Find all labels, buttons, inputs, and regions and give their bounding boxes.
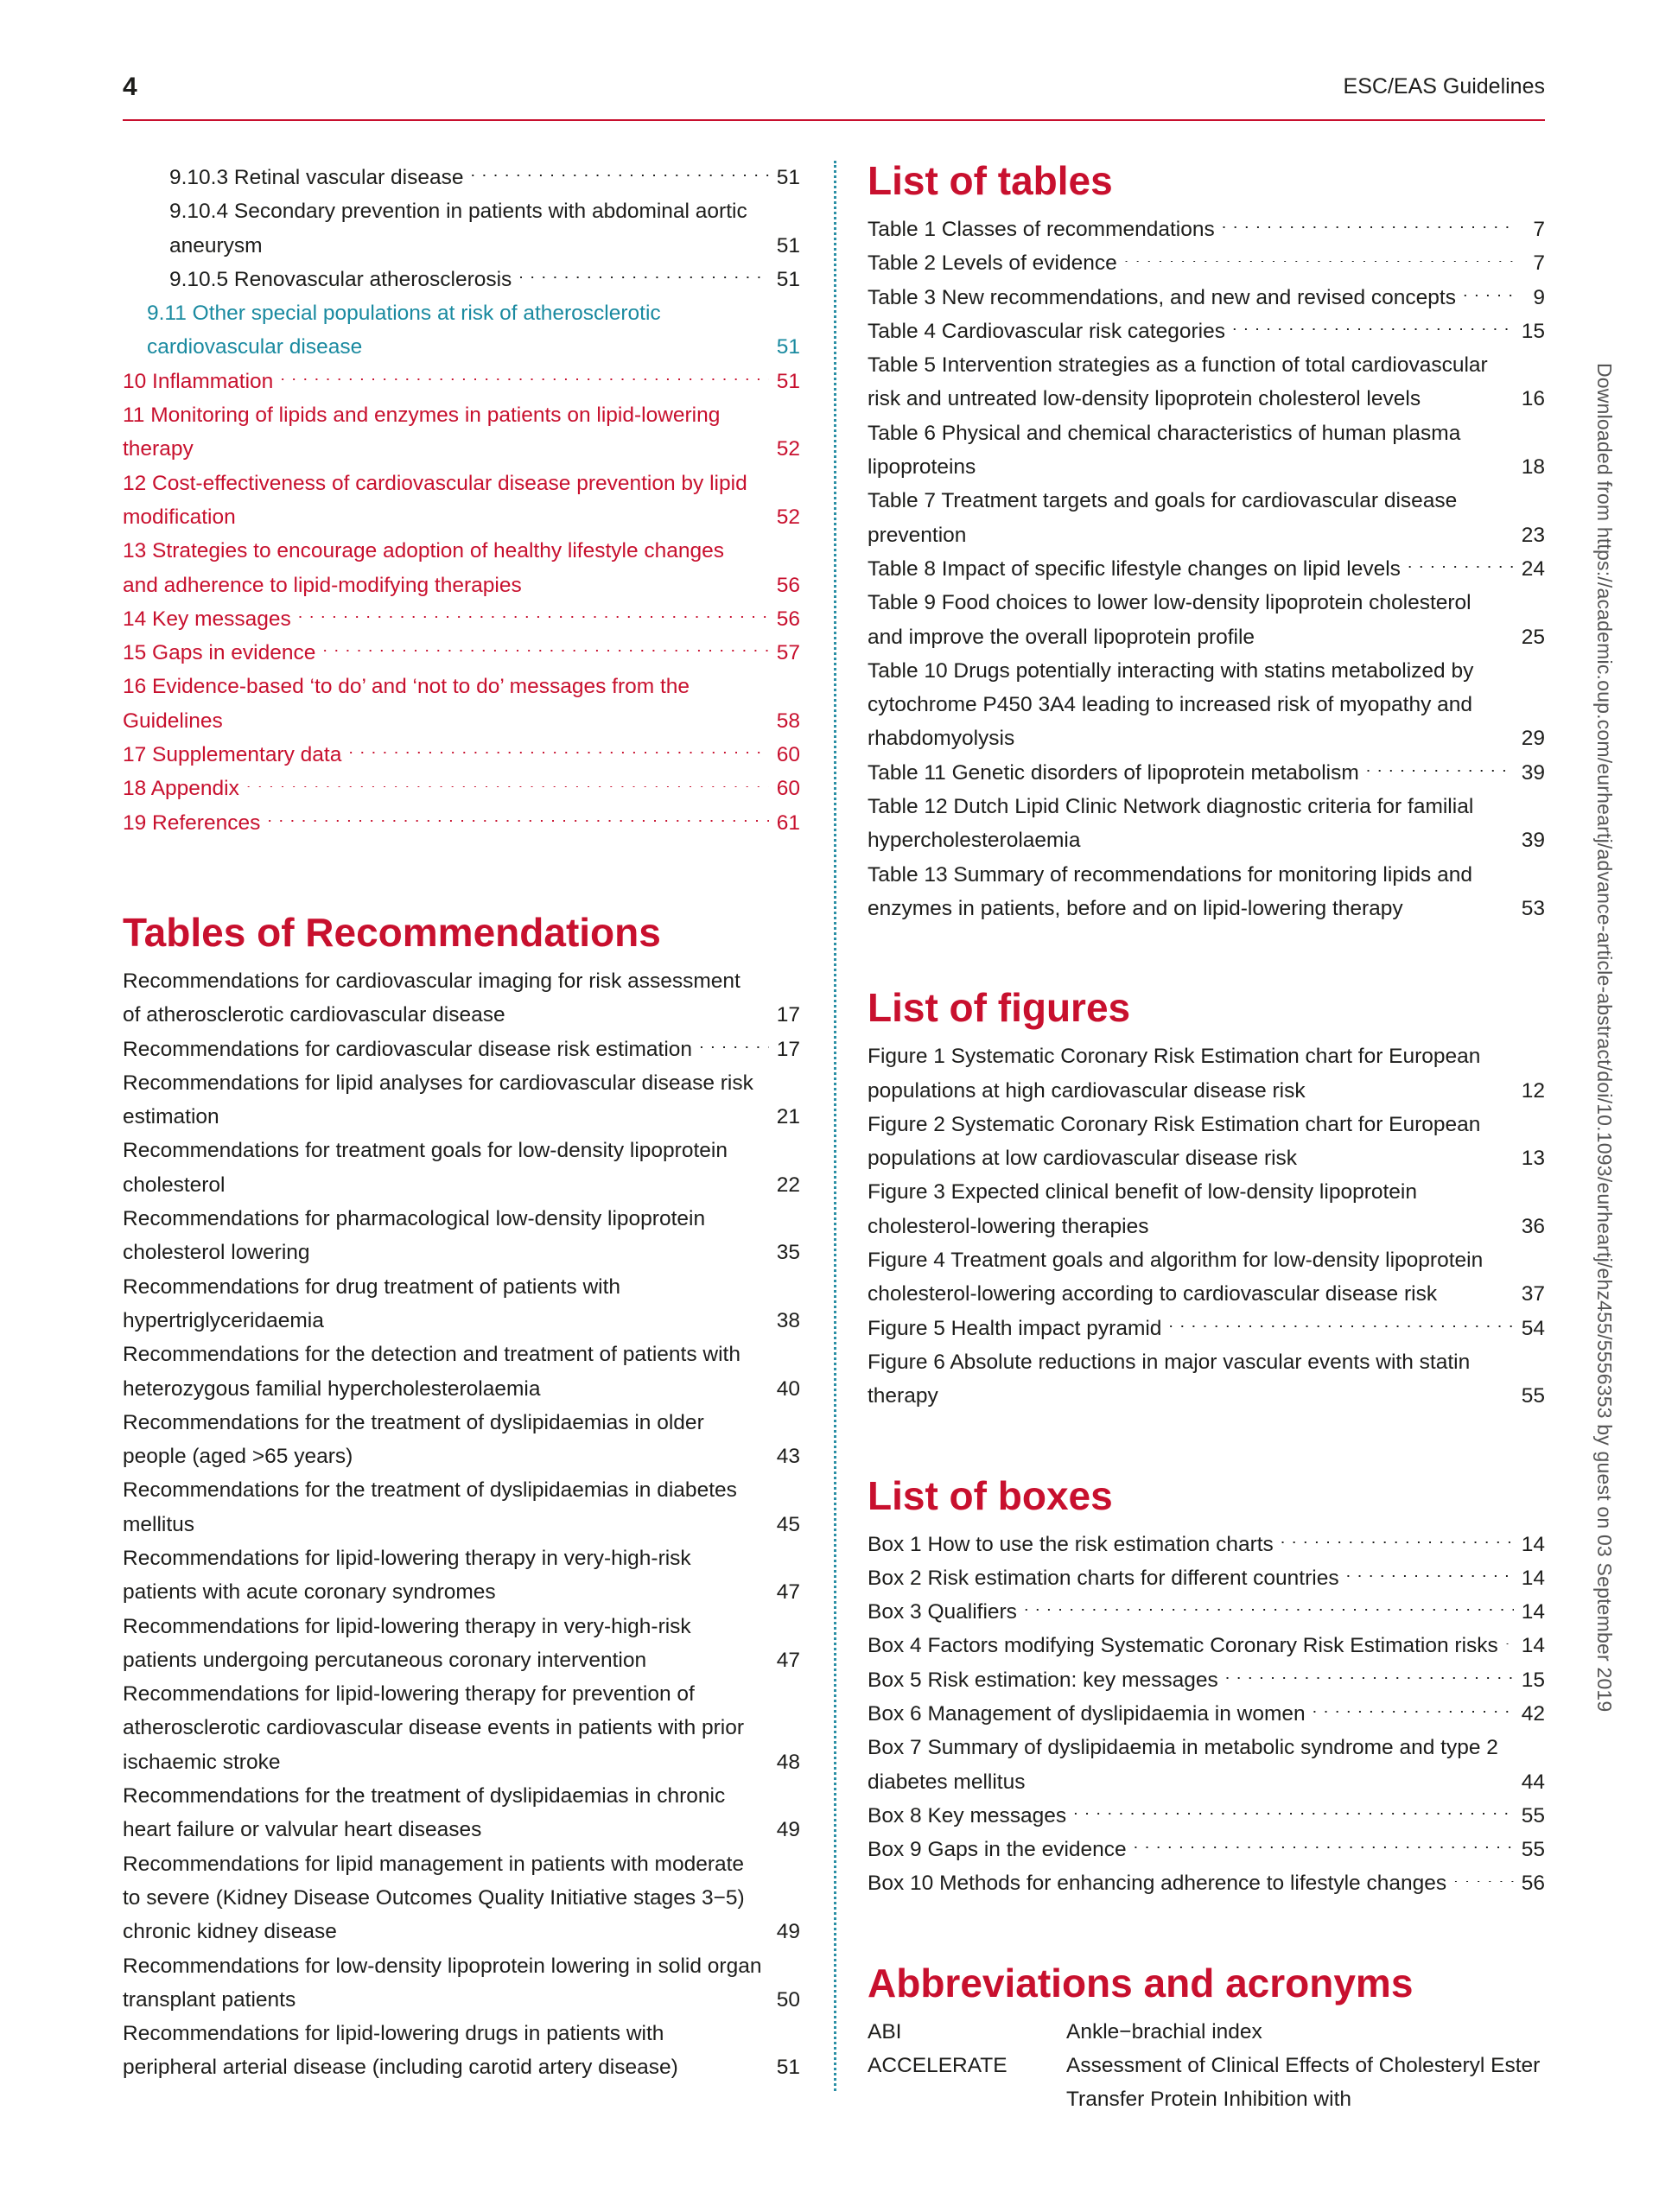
- box-entry[interactable]: [868, 1561, 1545, 1595]
- leader-dots: [1225, 1677, 1514, 1688]
- toc-entry-title: 11 Monitoring of lipids and enzymes in patients on lipid-lowering therapy: [123, 404, 721, 461]
- box-entry[interactable]: [868, 1866, 1545, 1900]
- recommendations-heading: Tables of Recommendations: [123, 909, 661, 955]
- table-entry-title: Table 5 Intervention strategies as a function of total cardiovascular risk and untreated low-density lipoprotein cholesterol levels: [868, 353, 1488, 411]
- leader-dots: [348, 752, 769, 762]
- toc-entry-title: 9.10.5 Renovascular atherosclerosis: [169, 267, 512, 291]
- abbreviations-heading: Abbreviations and acronyms: [868, 1960, 1414, 2005]
- toc-entry-title: 13 Strategies to encourage adoption of healthy lifestyle changes and adherence to lipid-modifying therapies: [123, 539, 725, 597]
- table-entry[interactable]: [868, 756, 1545, 790]
- recommendation-entry[interactable]: [123, 1202, 800, 1270]
- recommendation-entry[interactable]: [123, 1406, 800, 1474]
- box-entry-title: Box 1 How to use the risk estimation charts: [868, 1532, 1274, 1556]
- box-entry-page: 14: [1521, 1532, 1545, 1556]
- toc-entry-page: 51: [776, 233, 800, 257]
- leader-dots: [1453, 1881, 1514, 1891]
- figure-entry[interactable]: [868, 1312, 1545, 1345]
- leader-dots: [1134, 1847, 1514, 1857]
- recommendation-entry-title: Recommendations for cardiovascular imaging for risk assessment of atherosclerotic cardiovascular disease: [123, 969, 741, 1027]
- recommendation-entry[interactable]: [123, 2017, 800, 2085]
- table-entry-page: 7: [1533, 218, 1545, 241]
- table-entry-title: Table 1 Classes of recommendations: [868, 218, 1215, 241]
- leader-dots: [322, 650, 769, 660]
- figure-entry[interactable]: [868, 1108, 1545, 1176]
- figure-entry-page: 54: [1521, 1316, 1545, 1340]
- tables-heading: List of tables: [868, 158, 1113, 203]
- leader-dots: [1313, 1711, 1514, 1721]
- toc-entry-title: 15 Gaps in evidence: [123, 641, 316, 665]
- recommendation-entry[interactable]: [123, 1779, 800, 1847]
- recommendation-entry[interactable]: [123, 964, 800, 1033]
- toc-entry[interactable]: [123, 772, 800, 805]
- recommendation-entry-title: Recommendations for the treatment of dyslipidaemias in diabetes mellitus: [123, 1478, 737, 1536]
- leader-dots: [1408, 566, 1514, 576]
- leader-dots: [1281, 1541, 1514, 1552]
- figure-entry-title: Figure 6 Absolute reductions in major vascular events with statin therapy: [868, 1350, 1471, 1408]
- toc-entry[interactable]: [123, 602, 800, 636]
- recommendation-entry[interactable]: [123, 1610, 800, 1678]
- table-entry-title: Table 6 Physical and chemical characteristics of human plasma lipoproteins: [868, 421, 1461, 480]
- box-entry[interactable]: [868, 1629, 1545, 1662]
- recommendation-entry[interactable]: [123, 1677, 800, 1779]
- box-entry-title: Box 7 Summary of dyslipidaemia in metabolic syndrome and type 2 diabetes mellitus: [868, 1736, 1498, 1794]
- figure-entry-title: Figure 4 Treatment goals and algorithm for low-density lipoprotein cholesterol-lowering according to cardiovascular disease risk: [868, 1249, 1484, 1306]
- recommendation-entry-page: 40: [776, 1376, 800, 1401]
- toc-entry[interactable]: [123, 534, 800, 602]
- leader-dots: [267, 820, 769, 830]
- figure-entry-title: Figure 2 Systematic Coronary Risk Estimation chart for European populations at low cardiovascular disease risk: [868, 1112, 1481, 1171]
- leader-dots: [1463, 295, 1514, 305]
- toc-entry-title: 18 Appendix: [123, 777, 239, 801]
- toc-entry-title: 9.10.3 Retinal vascular disease: [169, 166, 464, 189]
- recommendation-entry-title: Recommendations for the treatment of dyslipidaemias in chronic heart failure or valvular heart diseases: [123, 1784, 726, 1842]
- box-entry-page: 55: [1521, 1803, 1545, 1827]
- recommendation-entry[interactable]: [123, 1270, 800, 1338]
- abbreviation-row: [868, 2015, 1545, 2049]
- leader-dots: [280, 378, 769, 389]
- toc-entry-page: 51: [776, 369, 800, 393]
- column-divider: [834, 161, 836, 2091]
- running-title: ESC/EAS Guidelines: [1343, 74, 1545, 99]
- toc-entry-title: 16 Evidence-based ‘to do’ and ‘not to do’ messages from the Guidelines: [123, 675, 690, 733]
- table-entry-title: Table 7 Treatment targets and goals for cardiovascular disease prevention: [868, 489, 1458, 547]
- leader-dots: [246, 786, 769, 797]
- toc-entry-page: 57: [776, 641, 800, 665]
- box-entry-title: Box 8 Key messages: [868, 1803, 1067, 1827]
- toc-entry[interactable]: [123, 365, 800, 398]
- box-entry-title: Box 5 Risk estimation: key messages: [868, 1668, 1218, 1692]
- abbreviation-row: [868, 2049, 1545, 2117]
- figure-entry[interactable]: [868, 1039, 1545, 1108]
- leader-dots: [1124, 261, 1514, 271]
- recommendation-entry[interactable]: [123, 1066, 800, 1135]
- recommendation-entry-page: 43: [776, 1445, 800, 1469]
- table-entry-title: Table 2 Levels of evidence: [868, 251, 1117, 276]
- recommendation-entry-page: 45: [776, 1512, 800, 1536]
- box-entry-page: 14: [1521, 1566, 1545, 1590]
- table-entry-page: 25: [1521, 625, 1545, 649]
- box-entry[interactable]: [868, 1595, 1545, 1629]
- toc-entry[interactable]: [123, 670, 800, 738]
- toc-entry[interactable]: [123, 806, 800, 840]
- box-entry-title: Box 6 Management of dyslipidaemia in women: [868, 1701, 1306, 1726]
- figure-entry-page: 13: [1521, 1147, 1545, 1171]
- leader-dots: [470, 175, 769, 185]
- toc-entry[interactable]: [123, 263, 800, 296]
- box-entry[interactable]: [868, 1663, 1545, 1697]
- left-column: [123, 161, 800, 2085]
- tables-list: [868, 213, 1545, 925]
- figure-entry-page: 37: [1521, 1282, 1545, 1306]
- figure-entry-title: Figure 1 Systematic Coronary Risk Estimation chart for European populations at high cardiovascular disease risk: [868, 1045, 1481, 1103]
- box-entry-title: Box 4 Factors modifying Systematic Coronary Risk Estimation risks: [868, 1634, 1498, 1658]
- figure-entry-title: Figure 5 Health impact pyramid: [868, 1316, 1162, 1340]
- toc-entry-title: 9.10.4 Secondary prevention in patients with abdominal aortic aneurysm: [169, 200, 747, 257]
- figure-entry-page: 36: [1521, 1214, 1545, 1238]
- figure-entry-page: 12: [1521, 1078, 1545, 1103]
- toc-entry-page: 61: [776, 810, 800, 835]
- leader-dots: [1073, 1813, 1514, 1823]
- figure-entry-title: Figure 3 Expected clinical benefit of low-density lipoprotein cholesterol-lowering therapies: [868, 1180, 1417, 1238]
- toc-entry[interactable]: [123, 161, 800, 194]
- toc-entry-title: 19 References: [123, 810, 261, 835]
- leader-dots: [298, 616, 769, 626]
- recommendation-entry[interactable]: [123, 1949, 800, 2018]
- recommendation-entry-title: Recommendations for lipid-lowering therapy for prevention of atherosclerotic cardiovascular disease events in patients with prior ischaemic stroke: [123, 1682, 745, 1774]
- abbreviations-list: [868, 2015, 1545, 2117]
- recommendation-entry-page: 47: [776, 1648, 800, 1672]
- recommendations-list: [123, 964, 800, 2085]
- recommendation-entry[interactable]: [123, 1847, 800, 1949]
- boxes-list: [868, 1528, 1545, 1901]
- leader-dots: [1024, 1609, 1514, 1619]
- toc-entry-title: 17 Supplementary data: [123, 743, 342, 767]
- box-entry[interactable]: [868, 1799, 1545, 1833]
- leader-dots: [1366, 770, 1514, 780]
- table-entry-page: 53: [1521, 896, 1545, 920]
- recommendation-entry[interactable]: [123, 1134, 800, 1202]
- recommendation-entry-page: 38: [776, 1308, 800, 1332]
- table-entry[interactable]: [868, 484, 1545, 552]
- table-entry-title: Table 4 Cardiovascular risk categories: [868, 319, 1225, 343]
- recommendation-entry[interactable]: [123, 1541, 800, 1610]
- right-column: [868, 158, 1545, 2117]
- table-entry[interactable]: [868, 790, 1545, 858]
- figure-entry[interactable]: [868, 1243, 1545, 1312]
- recommendation-entry-page: 17: [776, 1037, 800, 1061]
- recommendation-entry-title: Recommendations for low-density lipoprotein lowering in solid organ transplant patients: [123, 1954, 762, 2012]
- recommendation-entry-page: 50: [776, 1987, 800, 2012]
- table-entry-page: 24: [1521, 556, 1545, 581]
- leader-dots: [1505, 1643, 1514, 1654]
- box-entry-title: Box 2 Risk estimation charts for different countries: [868, 1566, 1339, 1590]
- recommendation-entry-title: Recommendations for the treatment of dyslipidaemias in older people (aged >65 years): [123, 1410, 704, 1469]
- recommendation-entry-title: Recommendations for the detection and treatment of patients with heterozygous familial hypercholesterolaemia: [123, 1343, 741, 1401]
- abbreviation-term: ABI: [868, 2019, 902, 2044]
- box-entry[interactable]: [868, 1528, 1545, 1561]
- table-entry[interactable]: [868, 315, 1545, 348]
- abbreviation-meaning: Ankle−brachial index: [1066, 2019, 1262, 2044]
- recommendation-entry-page: 49: [776, 1818, 800, 1842]
- toc-entry-title: 14 Key messages: [123, 607, 291, 631]
- table-entry-title: Table 12 Dutch Lipid Clinic Network diagnostic criteria for familial hypercholesterolaemia: [868, 795, 1474, 853]
- recommendation-entry-page: 47: [776, 1580, 800, 1605]
- table-entry[interactable]: [868, 213, 1545, 246]
- recommendation-entry-page: 49: [776, 1920, 800, 1944]
- recommendation-entry-page: 21: [776, 1105, 800, 1129]
- toc-entry[interactable]: [123, 296, 800, 365]
- box-entry-title: Box 3 Qualifiers: [868, 1600, 1017, 1624]
- table-entry-title: Table 9 Food choices to lower low-density lipoprotein cholesterol and improve the overall lipoprotein profile: [868, 591, 1471, 649]
- toc-entry[interactable]: [123, 636, 800, 670]
- recommendation-entry-title: Recommendations for pharmacological low-density lipoprotein cholesterol lowering: [123, 1207, 706, 1265]
- toc-entry-page: 56: [776, 573, 800, 597]
- toc-entry-title: 10 Inflammation: [123, 369, 274, 393]
- recommendation-entry-title: Recommendations for lipid-lowering drugs in patients with peripheral arterial disease (including carotid artery disease): [123, 2022, 678, 2080]
- box-entry[interactable]: [868, 1833, 1545, 1866]
- toc-entry-page: 60: [776, 743, 800, 767]
- toc-entry-title: 9.11 Other special populations at risk of atherosclerotic cardiovascular disease: [147, 302, 661, 359]
- page-header: [123, 69, 1545, 121]
- table-entry[interactable]: [868, 586, 1545, 654]
- table-entry-page: 18: [1521, 455, 1545, 480]
- abbreviation-term: ACCELERATE: [868, 2054, 1007, 2078]
- box-entry-page: 42: [1521, 1701, 1545, 1726]
- box-entry-page: 14: [1521, 1600, 1545, 1624]
- box-entry-title: Box 9 Gaps in the evidence: [868, 1838, 1127, 1862]
- table-entry-page: 39: [1521, 760, 1545, 785]
- leader-dots: [1222, 226, 1514, 237]
- toc-entry-page: 58: [776, 709, 800, 733]
- recommendation-entry[interactable]: [123, 1033, 800, 1066]
- boxes-heading: List of boxes: [868, 1472, 1113, 1518]
- figures-list: [868, 1039, 1545, 1413]
- table-entry-page: 23: [1521, 523, 1545, 547]
- toc-entry-title: 12 Cost-effectiveness of cardiovascular disease prevention by lipid modification: [123, 471, 747, 529]
- figure-entry-page: 55: [1521, 1384, 1545, 1408]
- toc-entry-page: 56: [776, 607, 800, 631]
- toc-entry[interactable]: [123, 467, 800, 535]
- table-entry[interactable]: [868, 858, 1545, 926]
- table-entry-title: Table 8 Impact of specific lifestyle changes on lipid levels: [868, 556, 1401, 581]
- recommendation-entry-title: Recommendations for treatment goals for low-density lipoprotein cholesterol: [123, 1139, 728, 1197]
- table-entry[interactable]: [868, 348, 1545, 416]
- recommendation-entry-title: Recommendations for drug treatment of patients with hypertriglyceridaemia: [123, 1274, 621, 1332]
- recommendation-entry[interactable]: [123, 1338, 800, 1406]
- table-entry-page: 7: [1533, 251, 1545, 276]
- figures-heading: List of figures: [868, 985, 1131, 1031]
- box-entry-page: 56: [1521, 1872, 1545, 1896]
- figure-entry[interactable]: [868, 1175, 1545, 1243]
- recommendation-entry-page: 17: [776, 1003, 800, 1027]
- box-entry[interactable]: [868, 1731, 1545, 1799]
- recommendation-entry-page: 48: [776, 1750, 800, 1774]
- recommendation-entry-title: Recommendations for lipid-lowering therapy in very-high-risk patients with acute coronary syndromes: [123, 1546, 691, 1605]
- toc-entry-page: 60: [776, 777, 800, 801]
- toc-entry-page: 51: [776, 267, 800, 291]
- table-entry[interactable]: [868, 281, 1545, 315]
- recommendation-entry-page: 22: [776, 1173, 800, 1197]
- box-entry-page: 55: [1521, 1838, 1545, 1862]
- table-entry[interactable]: [868, 246, 1545, 280]
- leader-dots: [518, 276, 769, 287]
- recommendation-entry-title: Recommendations for lipid-lowering therapy in very-high-risk patients undergoing percutaneous coronary intervention: [123, 1614, 691, 1672]
- table-entry-page: 9: [1533, 285, 1545, 309]
- table-entry[interactable]: [868, 552, 1545, 586]
- table-entry-page: 39: [1521, 829, 1545, 853]
- table-entry-page: 16: [1521, 387, 1545, 411]
- table-entry-title: Table 13 Summary of recommendations for monitoring lipids and enzymes in patients, before and on lipid-lowering therapy: [868, 862, 1472, 920]
- table-entry[interactable]: [868, 654, 1545, 756]
- box-entry-title: Box 10 Methods for enhancing adherence to lifestyle changes: [868, 1872, 1447, 1896]
- toc-entry-page: 51: [776, 335, 800, 359]
- recommendation-entry[interactable]: [123, 1473, 800, 1541]
- page-number: 4: [123, 73, 137, 101]
- figure-entry[interactable]: [868, 1345, 1545, 1414]
- box-entry[interactable]: [868, 1697, 1545, 1731]
- leader-dots: [699, 1046, 769, 1057]
- recommendation-entry-title: Recommendations for lipid management in patients with moderate to severe (Kidney Disease Outcomes Quality Initiative stages 3−5) chronic kidney disease: [123, 1852, 745, 1944]
- abbreviation-meaning: Assessment of Clinical Effects of Cholesteryl Ester Transfer Protein Inhibition with: [1066, 2054, 1541, 2112]
- toc-entry-page: 51: [776, 166, 800, 189]
- toc-entry[interactable]: [123, 194, 800, 263]
- toc-entry[interactable]: [123, 738, 800, 772]
- leader-dots: [1346, 1575, 1514, 1586]
- table-entry-page: 15: [1521, 319, 1545, 343]
- box-entry-page: 15: [1521, 1668, 1545, 1692]
- table-entry-page: 29: [1521, 727, 1545, 751]
- recommendation-entry-page: 51: [776, 2056, 800, 2080]
- toc-entry-page: 52: [776, 437, 800, 461]
- contents-continued: [123, 161, 800, 840]
- table-entry-title: Table 3 New recommendations, and new and revised concepts: [868, 285, 1456, 309]
- table-entry-title: Table 10 Drugs potentially interacting with statins metabolized by cytochrome P450 3A4 leading to increased risk of myopathy and rhabdomyolysis: [868, 658, 1474, 751]
- table-entry-title: Table 11 Genetic disorders of lipoprotein metabolism: [868, 760, 1359, 785]
- leader-dots: [1168, 1325, 1514, 1336]
- toc-entry-page: 52: [776, 505, 800, 529]
- toc-entry[interactable]: [123, 398, 800, 467]
- recommendation-entry-page: 35: [776, 1241, 800, 1265]
- box-entry-page: 44: [1521, 1770, 1545, 1794]
- leader-dots: [1232, 328, 1514, 339]
- table-entry[interactable]: [868, 416, 1545, 485]
- download-notice-text: Downloaded from https://academic.oup.com/eurheartj/advance-article-abstract/doi/10.1093/eurheartj/ehz455/5556353 by guest on 03 September 2019: [1593, 363, 1616, 1713]
- recommendation-entry-title: Recommendations for lipid analyses for cardiovascular disease risk estimation: [123, 1071, 753, 1129]
- box-entry-page: 14: [1521, 1634, 1545, 1658]
- recommendation-entry-title: Recommendations for cardiovascular disease risk estimation: [123, 1037, 693, 1061]
